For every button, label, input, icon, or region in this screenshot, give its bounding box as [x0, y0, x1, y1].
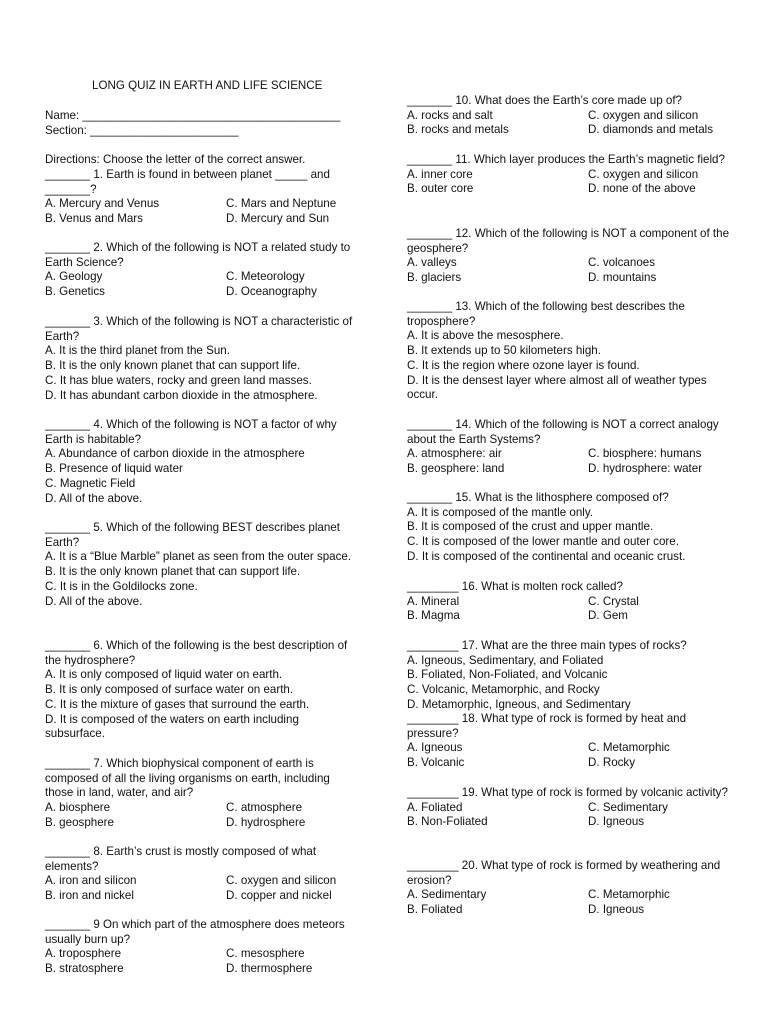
question-stem: _______ 3. Which of the following is NOT a characteristic of Earth?: [45, 315, 353, 343]
option: B. Presence of liquid water: [45, 462, 183, 476]
option: C. biosphere: humans: [588, 447, 702, 461]
option: B. geosphere: [45, 815, 114, 829]
option: B. It is the only known planet that can support life.: [45, 565, 301, 579]
option: D. thermosphere: [226, 962, 313, 976]
option: D. All of the above.: [45, 491, 143, 505]
question-stem: ________ 18. What type of rock is formed by heat and pressure?: [407, 712, 687, 740]
option: C. oxygen and silicon: [588, 167, 699, 181]
option: C. It is in the Goldilocks zone.: [45, 579, 198, 593]
option: A. Igneous: [407, 741, 463, 755]
option: B. It is only composed of surface water on earth.: [45, 683, 294, 697]
option: A. Geology: [45, 270, 103, 284]
question-6: [45, 639, 360, 742]
option: B. geosphere: land: [407, 462, 505, 476]
option: C. It has blue waters, rocky and green land masses.: [45, 373, 312, 387]
option: D. hydrosphere: [226, 815, 306, 829]
option: C. mesosphere: [226, 947, 305, 961]
option: B. rocks and metals: [407, 123, 509, 137]
question-stem: _______ 10. What does the Earth’s core made up of?: [407, 94, 683, 107]
option: A. atmosphere: air: [407, 447, 502, 461]
question-stem: ________ 20. What type of rock is formed by weathering and erosion?: [407, 859, 721, 887]
option: B. It is the only known planet that can support life.: [45, 359, 301, 373]
option: A. It is the third planet from the Sun.: [45, 344, 230, 358]
option: D. none of the above: [588, 182, 696, 196]
option: C. Mars and Neptune: [226, 197, 337, 211]
option: B. stratosphere: [45, 962, 124, 976]
question-3: [45, 315, 360, 403]
option: A. inner core: [407, 167, 473, 181]
page-title: LONG QUIZ IN EARTH AND LIFE SCIENCE: [92, 79, 323, 92]
option: B. It is composed of the crust and upper mantle.: [407, 520, 654, 534]
question-10: [407, 94, 732, 138]
option: C. Magnetic Field: [45, 476, 136, 490]
option: D. It is the densest layer where almost all of weather types occur.: [407, 373, 707, 402]
question-stem: _______ 8. Earth’s crust is mostly composed of what elements?: [45, 845, 317, 873]
question-stem: _______ 13. Which of the following best describes the troposphere?: [407, 300, 685, 328]
option: C. oxygen and silicon: [588, 108, 699, 122]
option: C. It is composed of the lower mantle and outer core.: [407, 535, 679, 549]
option: B. Non-Foliated: [407, 815, 488, 829]
option: B. outer core: [407, 182, 474, 196]
option: D. Metamorphic, Igneous, and Sedimentary: [407, 697, 631, 711]
question-1: [45, 168, 360, 227]
option: C. atmosphere: [226, 801, 303, 815]
question-stem: _______ 2. Which of the following is NOT a related study to Earth Science?: [45, 241, 351, 269]
question-stem: _______ 9 On which part of the atmosphere does meteors usually burn up?: [45, 918, 345, 946]
option: A. It is a “Blue Marble” planet as seen from the outer space.: [45, 550, 352, 564]
question-12: [407, 227, 732, 286]
option: C. Metamorphic: [588, 741, 670, 755]
question-5: [45, 521, 360, 609]
option: D. diamonds and metals: [588, 123, 714, 137]
question-20: [407, 859, 732, 918]
option: A. biosphere: [45, 801, 111, 815]
option: B. Venus and Mars: [45, 212, 143, 226]
option: A. It is only composed of liquid water on earth.: [45, 668, 283, 682]
option: A. Mineral: [407, 594, 460, 608]
option: A. Abundance of carbon dioxide in the atmosphere: [45, 447, 305, 461]
option: D. Mercury and Sun: [226, 212, 330, 226]
option: A. Mercury and Venus: [45, 197, 160, 211]
option: B. Genetics: [45, 285, 105, 299]
option: C. oxygen and silicon: [226, 874, 337, 888]
question-stem: _______ 12. Which of the following is NOT a component of the geosphere?: [407, 227, 730, 255]
option: D. Gem: [588, 609, 628, 623]
directions: Directions: Choose the letter of the correct answer.: [45, 153, 306, 166]
question-8: [45, 845, 360, 904]
option: D. copper and nickel: [226, 889, 332, 903]
option: D. It is composed of the continental and oceanic crust.: [407, 549, 686, 563]
option: A. rocks and salt: [407, 108, 493, 122]
question-stem: ________ 17. What are the three main types of rocks?: [407, 639, 687, 652]
option: C. Meteorology: [226, 270, 305, 284]
question-17: [407, 639, 732, 713]
option: C. It is the mixture of gases that surround the earth.: [45, 697, 310, 711]
option: D. Igneous: [588, 815, 645, 829]
option: A. iron and silicon: [45, 874, 137, 888]
option: B. Volcanic: [407, 756, 465, 770]
question-stem: _______ 6. Which of the following is the best description of the hydrosphere?: [45, 639, 348, 667]
option: A. troposphere: [45, 947, 122, 961]
option: C. Sedimentary: [588, 800, 668, 814]
option: A. Igneous, Sedimentary, and Foliated: [407, 653, 604, 667]
option: A. It is composed of the mantle only.: [407, 505, 594, 519]
question-stem: ________ 16. What is molten rock called?: [407, 580, 623, 593]
question-9: [45, 918, 360, 977]
option: A. valleys: [407, 256, 457, 270]
option: D. It is composed of the waters on earth including subsurface.: [45, 712, 299, 741]
option: D. Igneous: [588, 903, 645, 917]
question-2: [45, 241, 360, 300]
question-stem: _______ 1. Earth is found in between planet _____ and _______?: [45, 168, 330, 196]
option: D. hydrosphere: water: [588, 462, 703, 476]
option: B. Foliated: [407, 903, 463, 917]
question-stem: _______ 4. Which of the following is NOT a factor of why Earth is habitable?: [45, 418, 337, 446]
option: C. Crystal: [588, 594, 639, 608]
option: C. volcanoes: [588, 256, 656, 270]
option: B. It extends up to 50 kilometers high.: [407, 344, 601, 358]
option: D. Rocky: [588, 756, 636, 770]
option: A. It is above the mesosphere.: [407, 329, 564, 343]
question-stem: ________ 19. What type of rock is formed by volcanic activity?: [407, 786, 728, 799]
question-stem: _______ 11. Which layer produces the Earth’s magnetic field?: [407, 153, 725, 166]
option: A. Sedimentary: [407, 888, 487, 902]
option: B. iron and nickel: [45, 889, 134, 903]
option: C. It is the region where ozone layer is found.: [407, 358, 640, 372]
question-14: [407, 418, 732, 477]
option: A. Foliated: [407, 800, 463, 814]
option: D. All of the above.: [45, 594, 143, 608]
question-19: [407, 786, 732, 830]
question-stem: _______ 15. What is the lithosphere composed of?: [407, 491, 669, 504]
option: B. Magma: [407, 609, 460, 623]
option: D. It has abundant carbon dioxide in the atmosphere.: [45, 388, 318, 402]
option: B. Foliated, Non-Foliated, and Volcanic: [407, 668, 608, 682]
question-7: [45, 757, 360, 831]
question-18: [407, 712, 732, 771]
question-13: [407, 300, 732, 403]
section-field[interactable]: Section: _______________________: [45, 124, 239, 137]
question-11: [407, 153, 732, 197]
name-field[interactable]: Name: ________________________________________: [45, 109, 341, 122]
option: C. Volcanic, Metamorphic, and Rocky: [407, 683, 600, 697]
question-stem: _______ 14. Which of the following is NOT a correct analogy about the Earth Systems?: [407, 418, 719, 446]
option: B. glaciers: [407, 271, 462, 285]
option: D. Oceanography: [226, 285, 317, 299]
question-16: [407, 580, 732, 624]
option: D. mountains: [588, 271, 657, 285]
question-stem: _______ 5. Which of the following BEST describes planet Earth?: [45, 521, 340, 549]
question-stem: _______ 7. Which biophysical component of earth is composed of all the living organisms on earth, including those in land, water, and air?: [45, 757, 330, 800]
question-15: [407, 491, 732, 565]
question-4: [45, 418, 360, 506]
option: C. Metamorphic: [588, 888, 670, 902]
